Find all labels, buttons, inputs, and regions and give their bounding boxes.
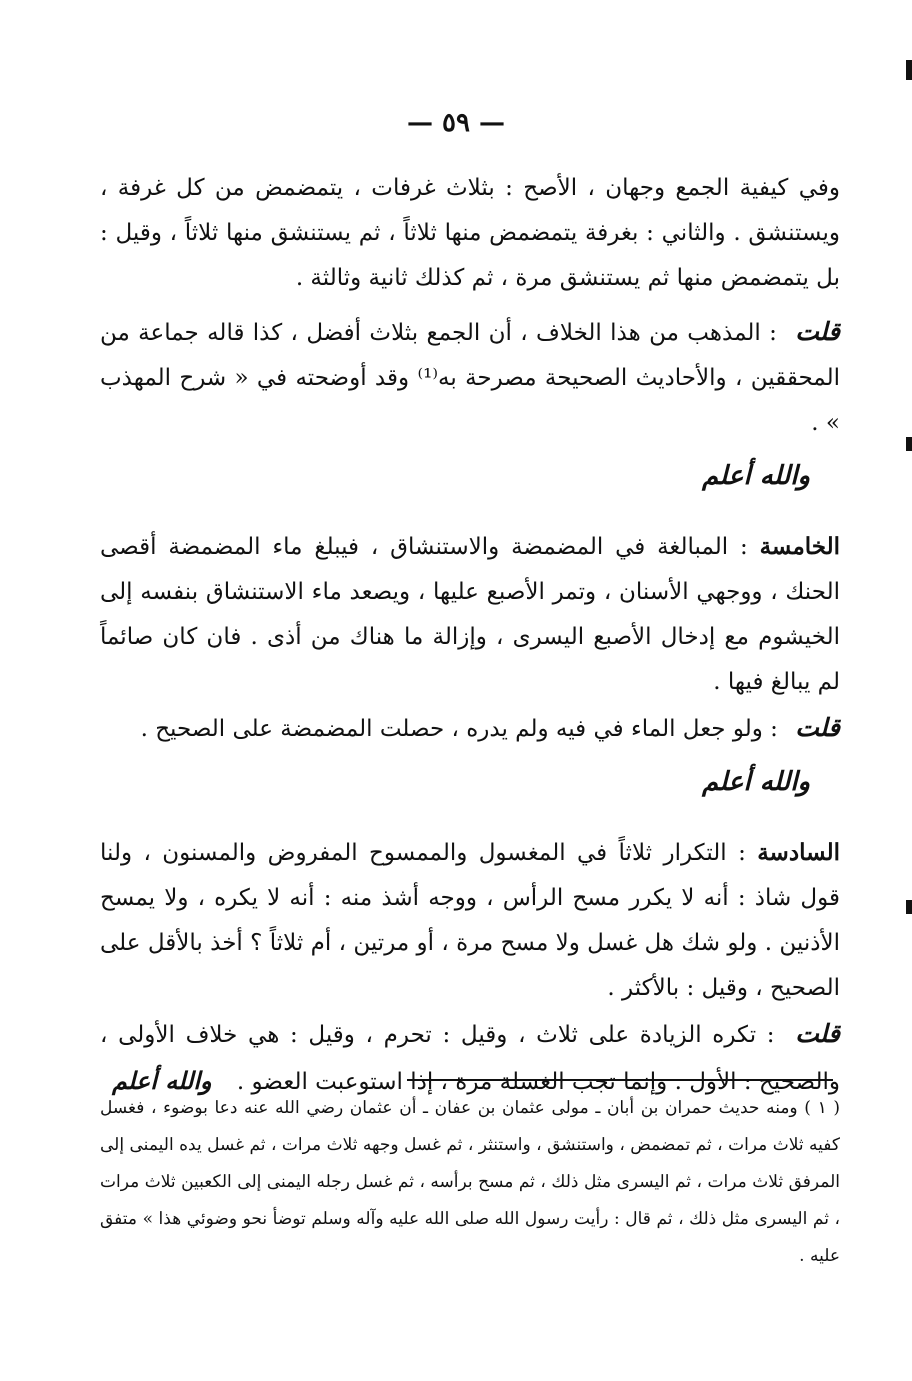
section-text: : التكرار ثلاثاً في المغسول والممسوح المفروض والمسنون ، ولنا قول شاذ : أنه لا يكرر مسح الرأس ، ووجه أشذ منه : أنه لا يكره ، ولا يمسح الأذنين . ولو شك هل غسل ولا مسح مرة ، أو مرتين ، أم ثلاثاً ؟ أخذ بالأقل على الصحيح ، وقيل : بالأكثر .: [100, 840, 841, 1001]
closing-formula: والله أعلم: [111, 1066, 212, 1095]
section-heading: السادسة: [757, 839, 840, 866]
note-text: : المذهب من هذا الخلاف ، أن الجمع بثلاث أفضل ، كذا قاله جماعة من المحققين ، والأحاديث الصحيحة مصرحة به⁽¹⁾ وقد أوضحته في « شرح المهذب » .: [100, 320, 841, 436]
footnote-text: ( ١ ) ومنه حديث حمران بن أبان ـ مولى عثمان بن عفان ـ أن عثمان رضي الله عنه دعا بوضوء ، فغسل كفيه ثلاث مرات ، ثم تمضمض ، واستنشق ، واستنثر ، ثم غسل وجهه ثلاث مرات ، ثم غسل يده اليمنى إلى المرفق ثلاث مرات ، ثم اليسرى مثل ذلك ، ثم مسح برأسه ، ثم غسل رجله اليمنى إلى الكعبين ثلاث مرات ، ثم اليسرى مثل ذلك ، ثم قال : رأيت رسول الله صلى الله عليه وآله وسلم توضأ نحو وضوئي هذا » متفق عليه .: [100, 1098, 840, 1266]
paragraph-combining-methods: [100, 166, 840, 301]
section-heading: الخامسة: [759, 533, 841, 560]
edge-mark: [906, 437, 912, 451]
closing-formula: والله أعلم: [702, 461, 810, 491]
note-text: : ولو جعل الماء في فيه ولم يدره ، حصلت المضمضة على الصحيح .: [140, 716, 778, 742]
main-text: [100, 166, 840, 1105]
note-text: : تكره الزيادة على ثلاث ، وقيل : تحرم ، وقيل : هي خلاف الأولى ، والصحيح : الأول . وإنما تجب الغسلة مرة ، إذا استوعبت العضو .: [100, 1022, 840, 1095]
qult-label: قلت: [795, 713, 840, 742]
section-text: : المبالغة في المضمضة والاستنشاق ، فيبلغ ماء المضمضة أقصى الحنك ، ووجهي الأسنان ، وتمر الأصبع عليها ، ويصعد ماء الاستنشاق بنفسه إلى الخيشوم مع إدخال الأصبع اليسرى ، وإزالة ما هناك من أذى . فان كان صائماً لم يبالغ فيها .: [100, 534, 840, 695]
note-paragraph-1: [100, 309, 840, 506]
note-paragraph-2: [100, 705, 840, 812]
paragraph-text: وفي كيفية الجمع وجهان ، الأصح : بثلاث غرفات ، يتمضمض من كل غرفة ، ويستنشق . والثاني : بغرفة يتمضمض منها ثلاثاً ، ثم يستنشق منها ثلاثاً ، وقيل : بل يتمضمض منها ثم يستنشق مرة ، ثم كذلك ثانية وثالثة .: [100, 175, 840, 291]
closing-formula: والله أعلم: [702, 767, 810, 797]
footnote-separator: [407, 1079, 833, 1081]
section-fifth: [100, 524, 840, 705]
footnote: [100, 1090, 840, 1275]
page-number: — ٥٩ —: [406, 108, 506, 138]
edge-mark: [906, 60, 912, 80]
edge-mark: [906, 900, 912, 914]
section-sixth: [100, 830, 840, 1011]
qult-label: قلت: [795, 317, 841, 346]
qult-label: قلت: [795, 1019, 841, 1048]
